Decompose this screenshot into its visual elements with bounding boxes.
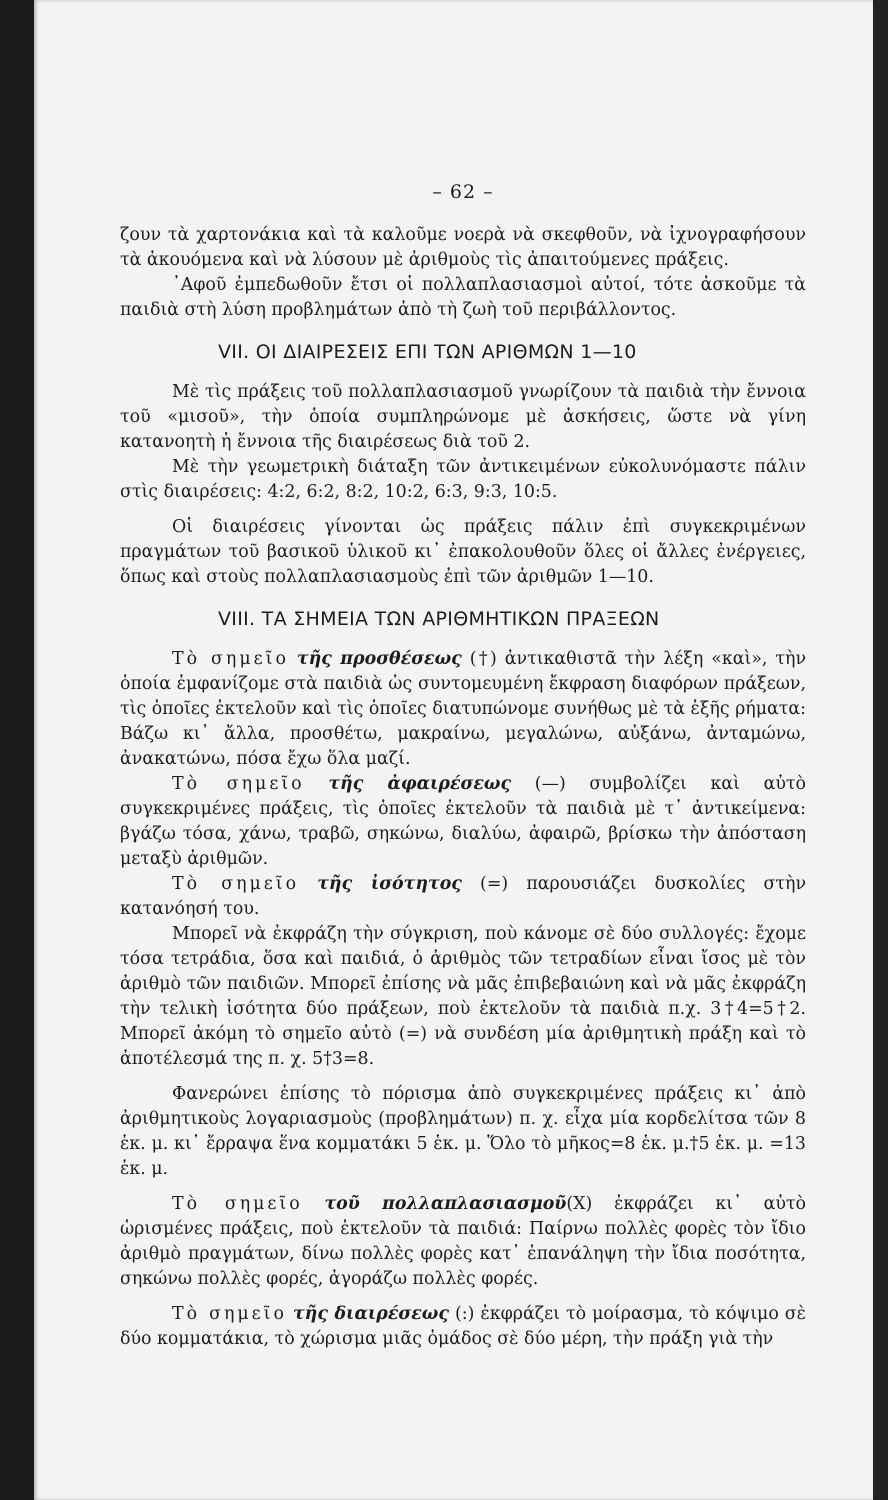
section-7-heading: VII. ΟΙ ΔΙΑΙΡΕΣΕΙΣ ΕΠΙ ΤΩΝ ΑΡΙΘΜΩΝ 1—10 bbox=[218, 341, 637, 363]
subtraction-sign-paragraph bbox=[120, 772, 806, 872]
sign-lead: Τὸ σημεῖο bbox=[172, 874, 300, 894]
sign-lead: Τὸ σημεῖο bbox=[172, 1304, 287, 1324]
sign-term: τῆς προσθέσεως bbox=[296, 649, 462, 669]
sign-text: (=) παρουσιάζει δυσκολίες στὴν κατανόησή του. bbox=[120, 874, 807, 919]
page-number: – 62 – bbox=[432, 181, 494, 203]
section-7-paragraph-3: Οἱ διαιρέσεις γίνονται ὡς πράξεις πάλιν ἐπὶ συγκεκριμένων πραγμάτων τοῦ βασικοῦ ὑλικοῦ κι᾿ ἐπακολουθοῦν ὅλες οἱ ἄλλες ἐνέργειες, ὅπως καὶ στοὺς πολλαπλασιασμοὺς ἐπὶ τῶν ἀριθμῶν 1—10. bbox=[120, 517, 806, 587]
equality-paragraph-2: Μπορεῖ νὰ ἐκφράζη τὴν σύγκριση, ποὺ κάνομε σὲ δύο συλλογές: ἔχομε τόσα τετράδια, ὅσα καὶ παιδιά, ὁ ἀριθμὸς τῶν τετραδίων εἶναι ἴσος μὲ τὸν ἀριθμὸ τῶν παιδιῶν. Μπορεῖ ἐπίσης νὰ μᾶς ἐπιβεβαιώνη καὶ νὰ μᾶς ἐκφράζη τὴν τελικὴ ἰσότητα δύο πράξεων, ποὺ ἐκτελοῦν τὰ παιδιὰ π.χ. 3†4=5†2. Μπορεῖ ἀκόμη τὸ σημεῖο αὐτὸ (=) νὰ συνδέση μία ἀριθμητικὴ πράξη καὶ τὸ ἀποτέλεσμά της π. χ. 5†3=8. bbox=[120, 924, 806, 1069]
sign-lead: Τὸ σημεῖο bbox=[172, 774, 305, 794]
section-7-paragraph-1: Μὲ τὶς πράξεις τοῦ πολλαπλασιασμοῦ γνωρίζουν τὰ παιδιὰ τὴν ἔννοια τοῦ «μισοῦ», τὴν ὁποία συμπληρώνομε μὲ ἀσκήσεις, ὥστε νὰ γίνη κατανοητὴ ἡ ἔννοια τῆς διαιρέσεως διὰ τοῦ 2. bbox=[120, 382, 806, 452]
intro-paragraph: ζουν τὰ χαρτονάκια καὶ τὰ καλοῦμε νοερὰ νὰ σκεφθοῦν, νὰ ἰχνογραφήσουν τὰ ἀκουόμενα καὶ νὰ λύσουν μὲ ἀριθμοὺς τὶς ἀπαιτούμενες πράξεις. bbox=[120, 225, 806, 270]
sign-lead: Τὸ σημεῖο bbox=[172, 1194, 303, 1214]
equality-sign-paragraph bbox=[120, 872, 806, 922]
multiplication-sign-paragraph bbox=[120, 1192, 806, 1292]
sign-text: (—) συμβολίζει καὶ αὐτὸ συγκεκριμένες πράξεις, τὶς ὁποῖες ἐκτελοῦν τὰ παιδιὰ μὲ τ᾿ ἀντικείμενα: βγάζω τόσα, χάνω, τραβῶ, σηκώνω, διαλύω, ἀφαιρῶ, βρίσκω τὴν ἀπόσταση μεταξὺ ἀριθμῶν. bbox=[120, 774, 806, 869]
intro-paragraph-2: ᾿Αφοῦ ἐμπεδωθοῦν ἔτσι οἱ πολλαπλασιασμοὶ αὐτοί, τότε ἀσκοῦμε τὰ παιδιὰ στὴ λύση προβλημάτων ἀπὸ τὴ ζωὴ τοῦ περιβάλλοντος. bbox=[120, 275, 806, 320]
addition-sign-paragraph bbox=[120, 647, 806, 772]
sign-text: (X) ἐκφράζει κι᾿ αὐτὸ ὡρισμένες πράξεις, ποὺ ἐκτελοῦν τὰ παιδιά: Παίρνω πολλὲς φορὲς τὸν ἴδιο ἀριθμὸ πραγμάτων, δίνω πολλὲς φορὲς κατ᾿ ἐπανάληψη τὴν ἴδια ποσότητα, σηκώνω πολλὲς φορές, ἀγοράζω πολλὲς φορές. bbox=[120, 1194, 806, 1289]
page-text bbox=[120, 180, 806, 1352]
scan-left-border bbox=[0, 0, 34, 1500]
section-7-paragraph-2: Μὲ τὴν γεωμετρικὴ διάταξη τῶν ἀντικειμένων εὐκολυνόμαστε πάλιν στὶς διαιρέσεις: 4:2, 6:2, 8:2, 10:2, 6:3, 9:3, 10:5. bbox=[120, 457, 806, 502]
sign-text: (†) ἀντικαθιστᾶ τὴν λέξη «καὶ», τὴν ὁποία ἐμφανίζομε στὰ παιδιὰ ὡς συντομευμένη ἔκφραση διαφόρων πράξεων, τὶς ὁποῖες ἐκτελοῦν καὶ τὶς ὁποῖες διατυπώνομε συνήθως μὲ τὰ ἑξῆς ρήματα: Βάζω κι᾿ ἄλλα, προσθέτω, μακραίνω, μεγαλώνω, αὐξάνω, ἀνταμώνω, ἀνακατώνω, πόσα ἔχω ὅλα μαζί. bbox=[120, 649, 807, 769]
sign-term: τῆς διαιρέσεως bbox=[292, 1304, 449, 1324]
section-8-heading: VIII. ΤΑ ΣΗΜΕΙΑ ΤΩΝ ΑΡΙΘΜΗΤΙΚΩΝ ΠΡΑΞΕΩΝ bbox=[218, 608, 660, 630]
sign-text: (:) ἐκφράζει τὸ μοίρασμα, τὸ κόψιμο σὲ δύο κομματάκια, τὸ χώρισμα μιᾶς ὁμάδος σὲ δύο μέρη, τὴν πράξη γιὰ τὴν bbox=[120, 1304, 806, 1349]
sign-term: τῆς ἀφαιρέσεως bbox=[328, 774, 512, 794]
sign-term: τῆς ἰσότητος bbox=[317, 874, 462, 894]
sign-term: τοῦ πολλαπλασιασμοῦ bbox=[324, 1194, 567, 1214]
division-sign-paragraph bbox=[120, 1302, 806, 1352]
equality-paragraph-3: Φανερώνει ἐπίσης τὸ πόρισμα ἀπὸ συγκεκριμένες πράξεις κι᾿ ἀπὸ ἀριθμητικοὺς λογαριασμοὺς (προβλημάτων) π. χ. εἶχα μία κορδελίτσα τῶν 8 ἑκ. μ. κι᾿ ἔρραψα ἕνα κομματάκι 5 ἑκ. μ. Ὅλο τὸ μῆκος=8 ἑκ. μ.†5 ἑκ. μ. =13 ἑκ. μ. bbox=[120, 1084, 806, 1179]
scan-right-border bbox=[873, 0, 888, 1500]
sign-lead: Τὸ σημεῖο bbox=[172, 649, 289, 669]
